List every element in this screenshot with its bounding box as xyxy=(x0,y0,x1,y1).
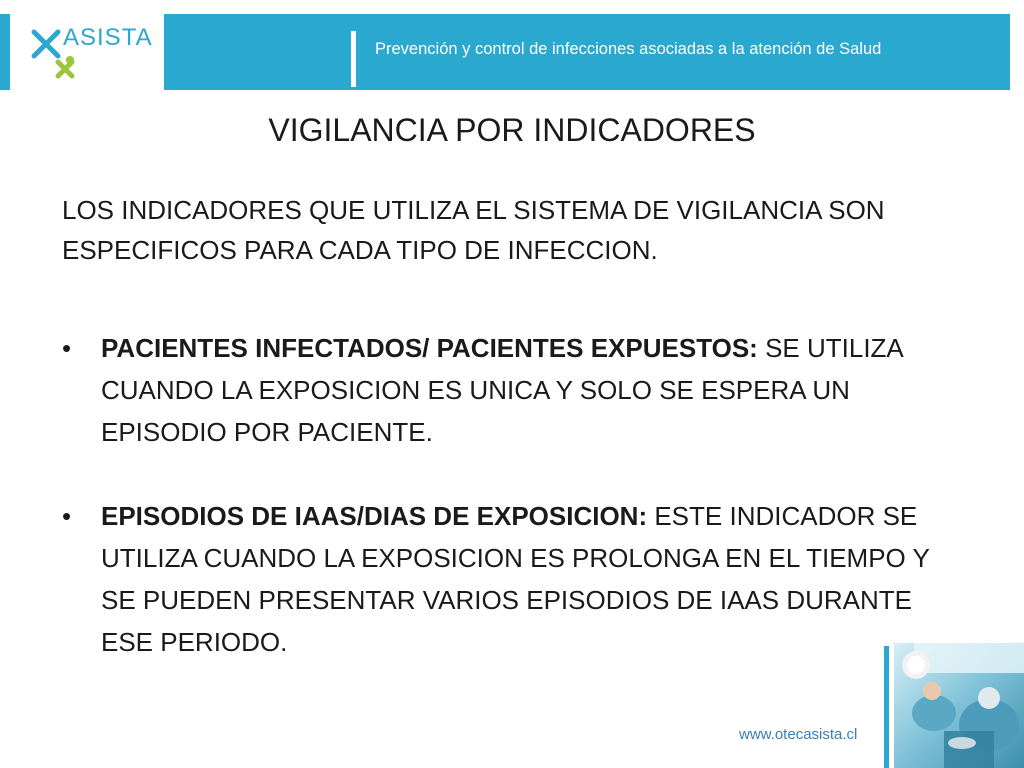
photo-image xyxy=(894,643,1024,768)
logo-wordmark: ASISTA xyxy=(63,24,153,51)
header-divider xyxy=(351,31,356,87)
footer-divider xyxy=(884,646,889,768)
intro-paragraph: LOS INDICADORES QUE UTILIZA EL SISTEMA DE VIGILANCIA SON ESPECIFICOS PARA CADA TIPO DE INFECCION. xyxy=(62,195,885,265)
footer-website-link[interactable]: www.otecasista.cl xyxy=(739,726,858,743)
logo xyxy=(14,14,162,90)
slide-title: VIGILANCIA POR INDICADORES xyxy=(268,112,756,148)
bullet-list xyxy=(62,327,962,663)
bullet-term: EPISODIOS DE IAAS/DIAS DE EXPOSICION: xyxy=(101,501,648,531)
header-tagline: Prevención y control de infecciones asociadas a la atención de Salud xyxy=(375,40,882,58)
bullet-marker: • xyxy=(62,501,72,531)
bullet-item xyxy=(62,495,962,663)
bullet-description: SE UTILIZA CUANDO LA EXPOSICION ES UNICA Y SOLO SE ESPERA UN EPISODIO POR PACIENTE. xyxy=(101,333,903,447)
header-left-accent xyxy=(0,14,10,90)
header-top-strip xyxy=(0,0,1024,14)
bullet-description: ESTE INDICADOR SE UTILIZA CUANDO LA EXPOSICION ES PROLONGA EN EL TIEMPO Y SE PUEDEN PRESENTAR VARIOS EPISODIOS DE IAAS DURANTE ESE PERIODO. xyxy=(101,501,930,657)
bullet-item xyxy=(62,327,962,453)
bullet-term: PACIENTES INFECTADOS/ PACIENTES EXPUESTOS: xyxy=(101,333,758,363)
bullet-marker: • xyxy=(62,333,72,363)
surgical-team-photo xyxy=(894,643,1024,768)
